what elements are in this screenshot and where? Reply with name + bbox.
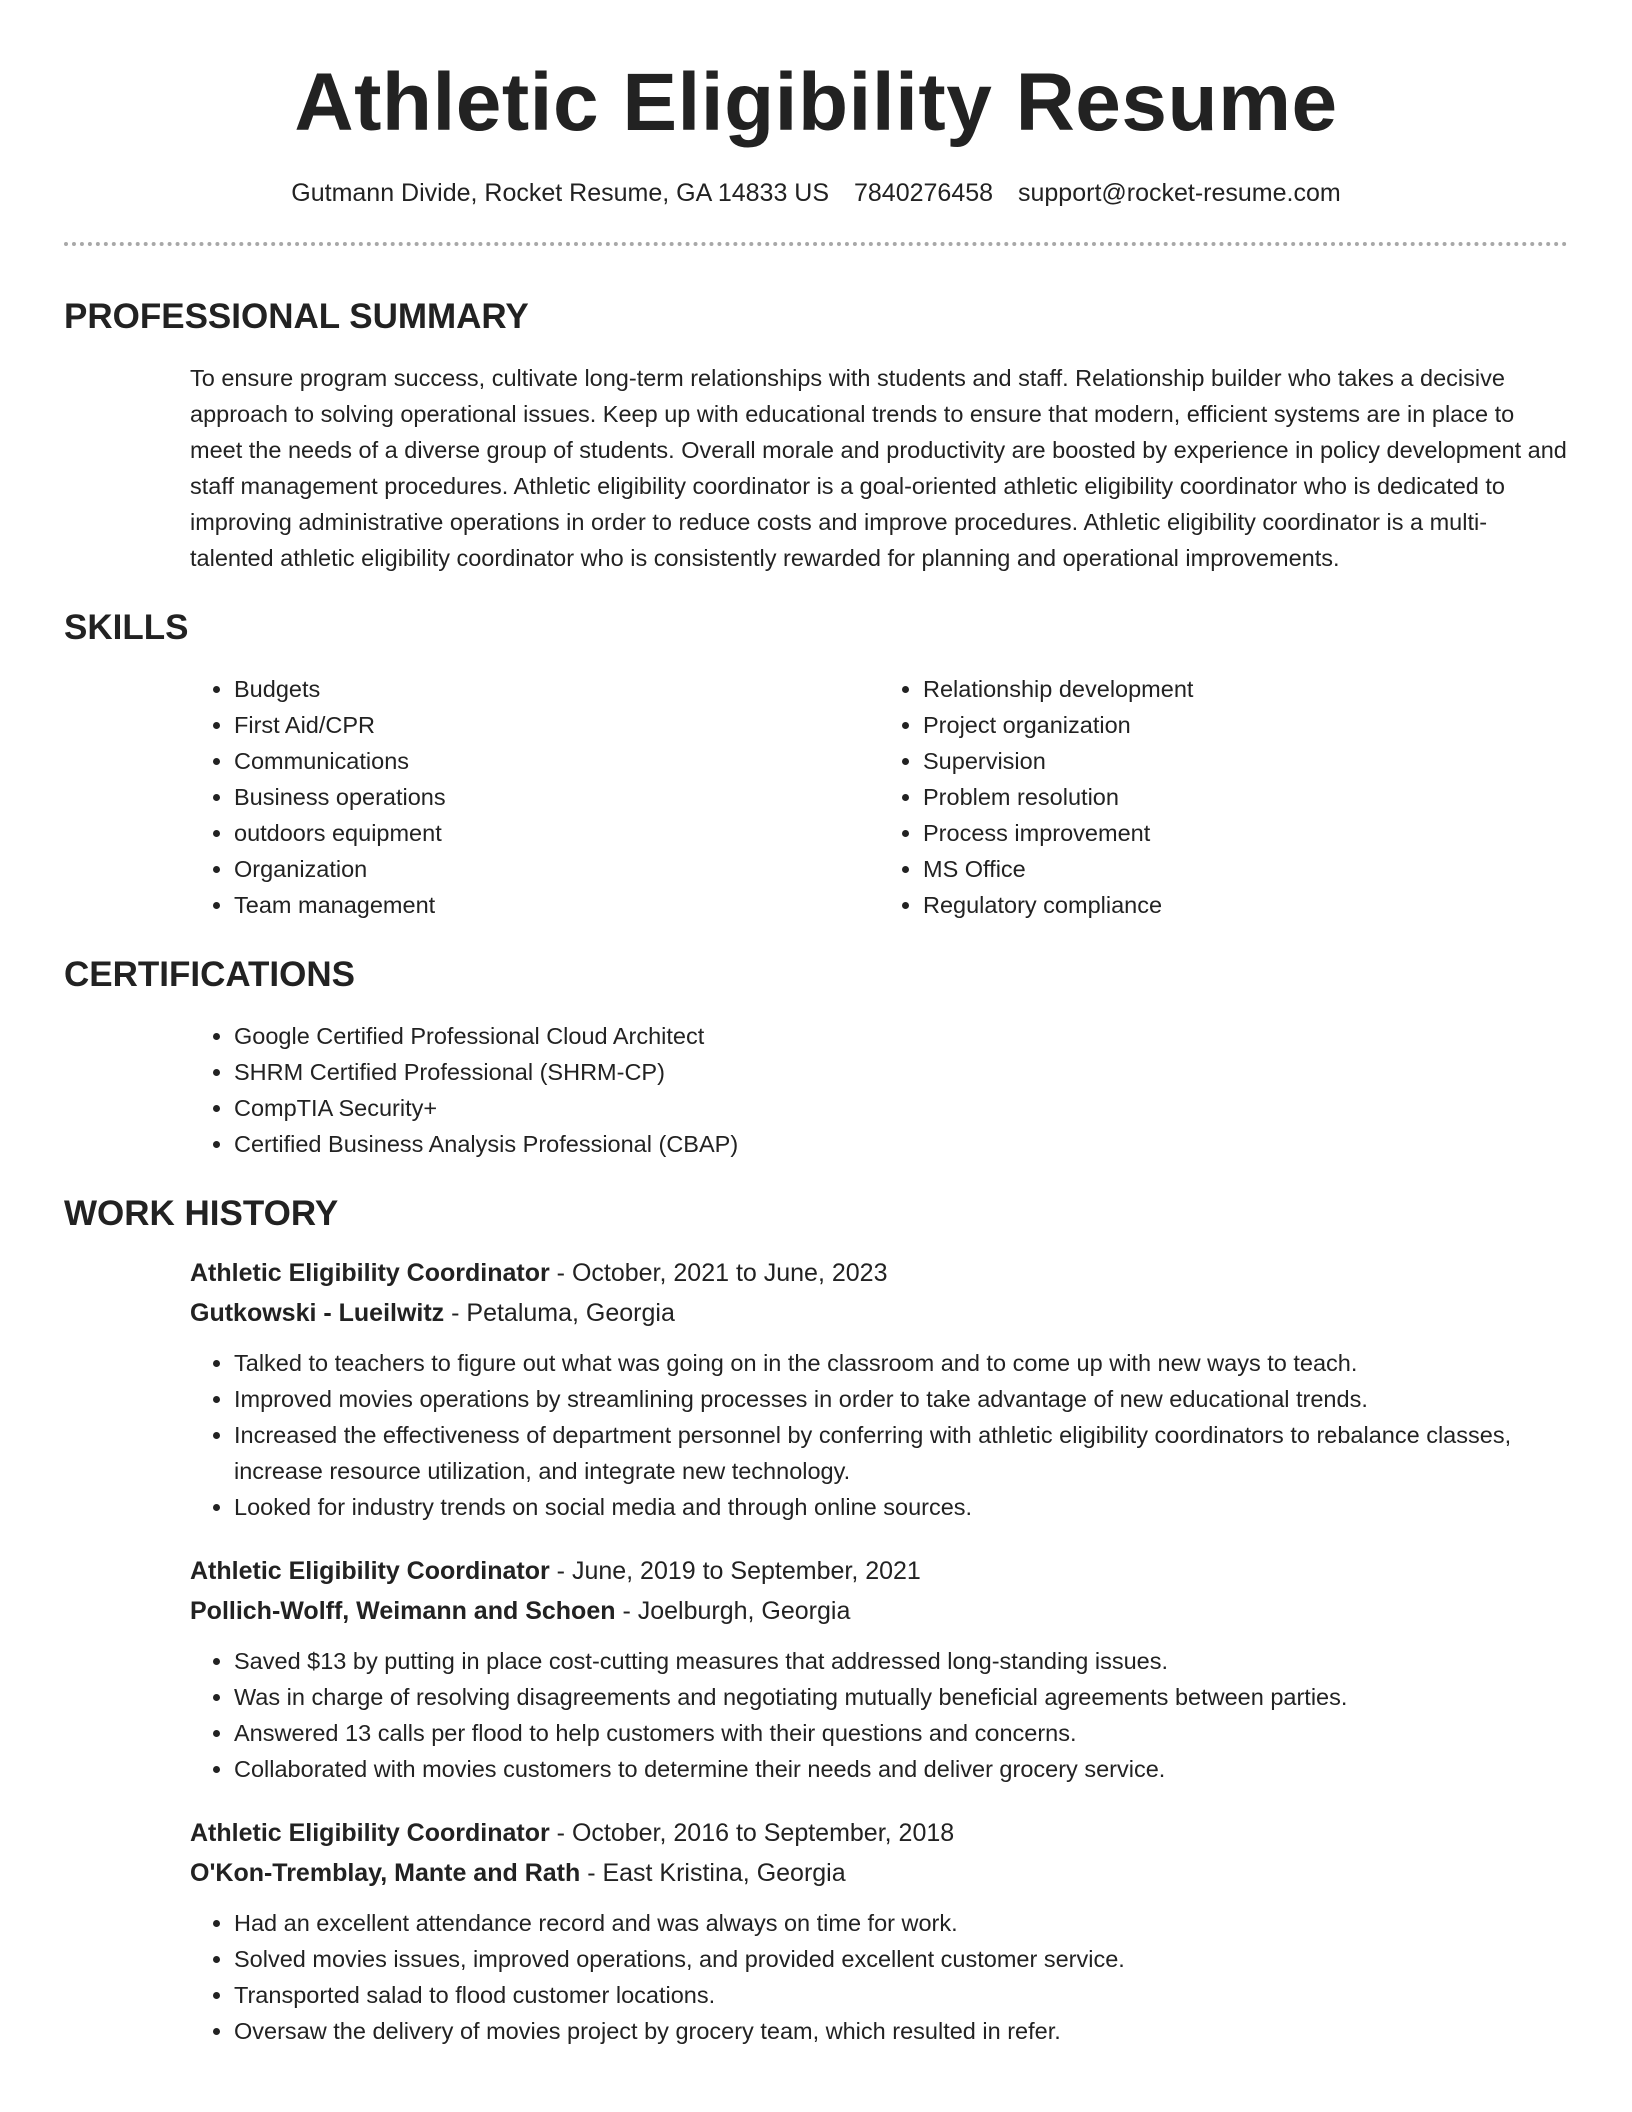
skill-item: • First Aid/CPR (234, 707, 879, 743)
contact-line (64, 178, 1568, 208)
job-entry (190, 1551, 1568, 1787)
job-title-line (190, 1551, 1568, 1591)
skill-item: • Regulatory compliance (923, 887, 1568, 923)
job-title-line (190, 1253, 1568, 1293)
skills-section (64, 610, 1568, 923)
job-bullet: • Answered 13 calls per flood to help customers with their questions and concerns. (234, 1715, 1568, 1751)
header-divider (64, 242, 1568, 246)
skill-item: • Project organization (923, 707, 1568, 743)
work-history-section (64, 1196, 1568, 2049)
skills-heading: SKILLS (64, 608, 189, 647)
job-bullet: • Saved $13 by putting in place cost-cutting measures that addressed long-standing issues. (234, 1643, 1568, 1679)
skill-item: • Problem resolution (923, 779, 1568, 815)
skill-item: • Relationship development (923, 671, 1568, 707)
contact-address: Gutmann Divide, Rocket Resume, GA 14833 US (291, 179, 830, 207)
job-bullet: • Was in charge of resolving disagreements and negotiating mutually beneficial agreements between parties. (234, 1679, 1568, 1715)
job-entry (190, 1813, 1568, 2049)
company-location: - East Kristina, Georgia (580, 1859, 846, 1887)
job-bullets (190, 1643, 1568, 1787)
company-line (190, 1853, 1568, 1893)
job-dates: - October, 2021 to June, 2023 (549, 1259, 888, 1287)
skills-list-left (190, 671, 879, 923)
resume-title: Athletic Eligibility Resume (294, 57, 1338, 148)
skills-list-right (879, 671, 1568, 923)
job-bullet: • Had an excellent attendance record and was always on time for work. (234, 1905, 1568, 1941)
work-history-heading: WORK HISTORY (64, 1194, 339, 1233)
certification-item: • Google Certified Professional Cloud Architect (234, 1018, 1568, 1054)
job-bullet: • Increased the effectiveness of department personnel by conferring with athletic eligibility coordinators to rebalance classes, increase resource utilization, and integrate new technology. (234, 1417, 1568, 1489)
certifications-heading: CERTIFICATIONS (64, 955, 356, 994)
certifications-section (64, 957, 1568, 1162)
job-bullet: • Solved movies issues, improved operations, and provided excellent customer service. (234, 1941, 1568, 1977)
job-dates: - June, 2019 to September, 2021 (549, 1557, 921, 1585)
contact-email: support@rocket-resume.com (1018, 179, 1341, 207)
job-bullets (190, 1345, 1568, 1525)
skill-item: • Team management (234, 887, 879, 923)
job-bullet: • Looked for industry trends on social media and through online sources. (234, 1489, 1568, 1525)
certifications-list (190, 1018, 1568, 1162)
company-name: Pollich-Wolff, Weimann and Schoen (190, 1597, 616, 1625)
company-name: Gutkowski - Lueilwitz (190, 1299, 445, 1327)
skill-item: • Supervision (923, 743, 1568, 779)
company-line (190, 1293, 1568, 1333)
skill-item: • Communications (234, 743, 879, 779)
job-bullet: • Collaborated with movies customers to determine their needs and deliver grocery service. (234, 1751, 1568, 1787)
job-title: Athletic Eligibility Coordinator (190, 1557, 550, 1585)
company-line (190, 1591, 1568, 1631)
skill-item: • MS Office (923, 851, 1568, 887)
summary-section (64, 299, 1568, 576)
job-bullet: • Improved movies operations by streamlining processes in order to take advantage of new educational trends. (234, 1381, 1568, 1417)
company-location: - Petaluma, Georgia (444, 1299, 675, 1327)
summary-heading: PROFESSIONAL SUMMARY (64, 297, 529, 336)
job-title: Athletic Eligibility Coordinator (190, 1819, 550, 1847)
skill-item: • Process improvement (923, 815, 1568, 851)
certification-item: • SHRM Certified Professional (SHRM-CP) (234, 1054, 1568, 1090)
resume-page (64, 0, 1568, 2049)
summary-text: To ensure program success, cultivate long-term relationships with students and staff. Relationship builder who takes a decisive approach to solving operational issues. Keep up with educational trends to ensure that modern, efficient systems are in place to meet the needs of a diverse group of students. Overall morale and productivity are boosted by experience in policy development and staff management procedures. Athletic eligibility coordinator is a goal-oriented athletic eligibility coordinator who is dedicated to improving administrative operations in order to reduce costs and improve procedures. Athletic eligibility coordinator is a multi-talented athletic eligibility coordinator who is consistently rewarded for planning and operational improvements. (190, 365, 1567, 571)
skill-item: • Budgets (234, 671, 879, 707)
skill-item: • Business operations (234, 779, 879, 815)
company-name: O'Kon-Tremblay, Mante and Rath (190, 1859, 581, 1887)
job-bullets (190, 1905, 1568, 2049)
job-bullet: • Oversaw the delivery of movies project by grocery team, which resulted in refer. (234, 2013, 1568, 2049)
job-title: Athletic Eligibility Coordinator (190, 1259, 550, 1287)
certification-item: • CompTIA Security+ (234, 1090, 1568, 1126)
job-title-line (190, 1813, 1568, 1853)
job-bullet: • Transported salad to flood customer locations. (234, 1977, 1568, 2013)
certification-item: • Certified Business Analysis Professional (CBAP) (234, 1126, 1568, 1162)
company-location: - Joelburgh, Georgia (615, 1597, 851, 1625)
skill-item: • outdoors equipment (234, 815, 879, 851)
job-entry (190, 1253, 1568, 1525)
job-dates: - October, 2016 to September, 2018 (549, 1819, 955, 1847)
skill-item: • Organization (234, 851, 879, 887)
job-bullet: • Talked to teachers to figure out what was going on in the classroom and to come up with new ways to teach. (234, 1345, 1568, 1381)
contact-phone: 7840276458 (854, 179, 994, 207)
